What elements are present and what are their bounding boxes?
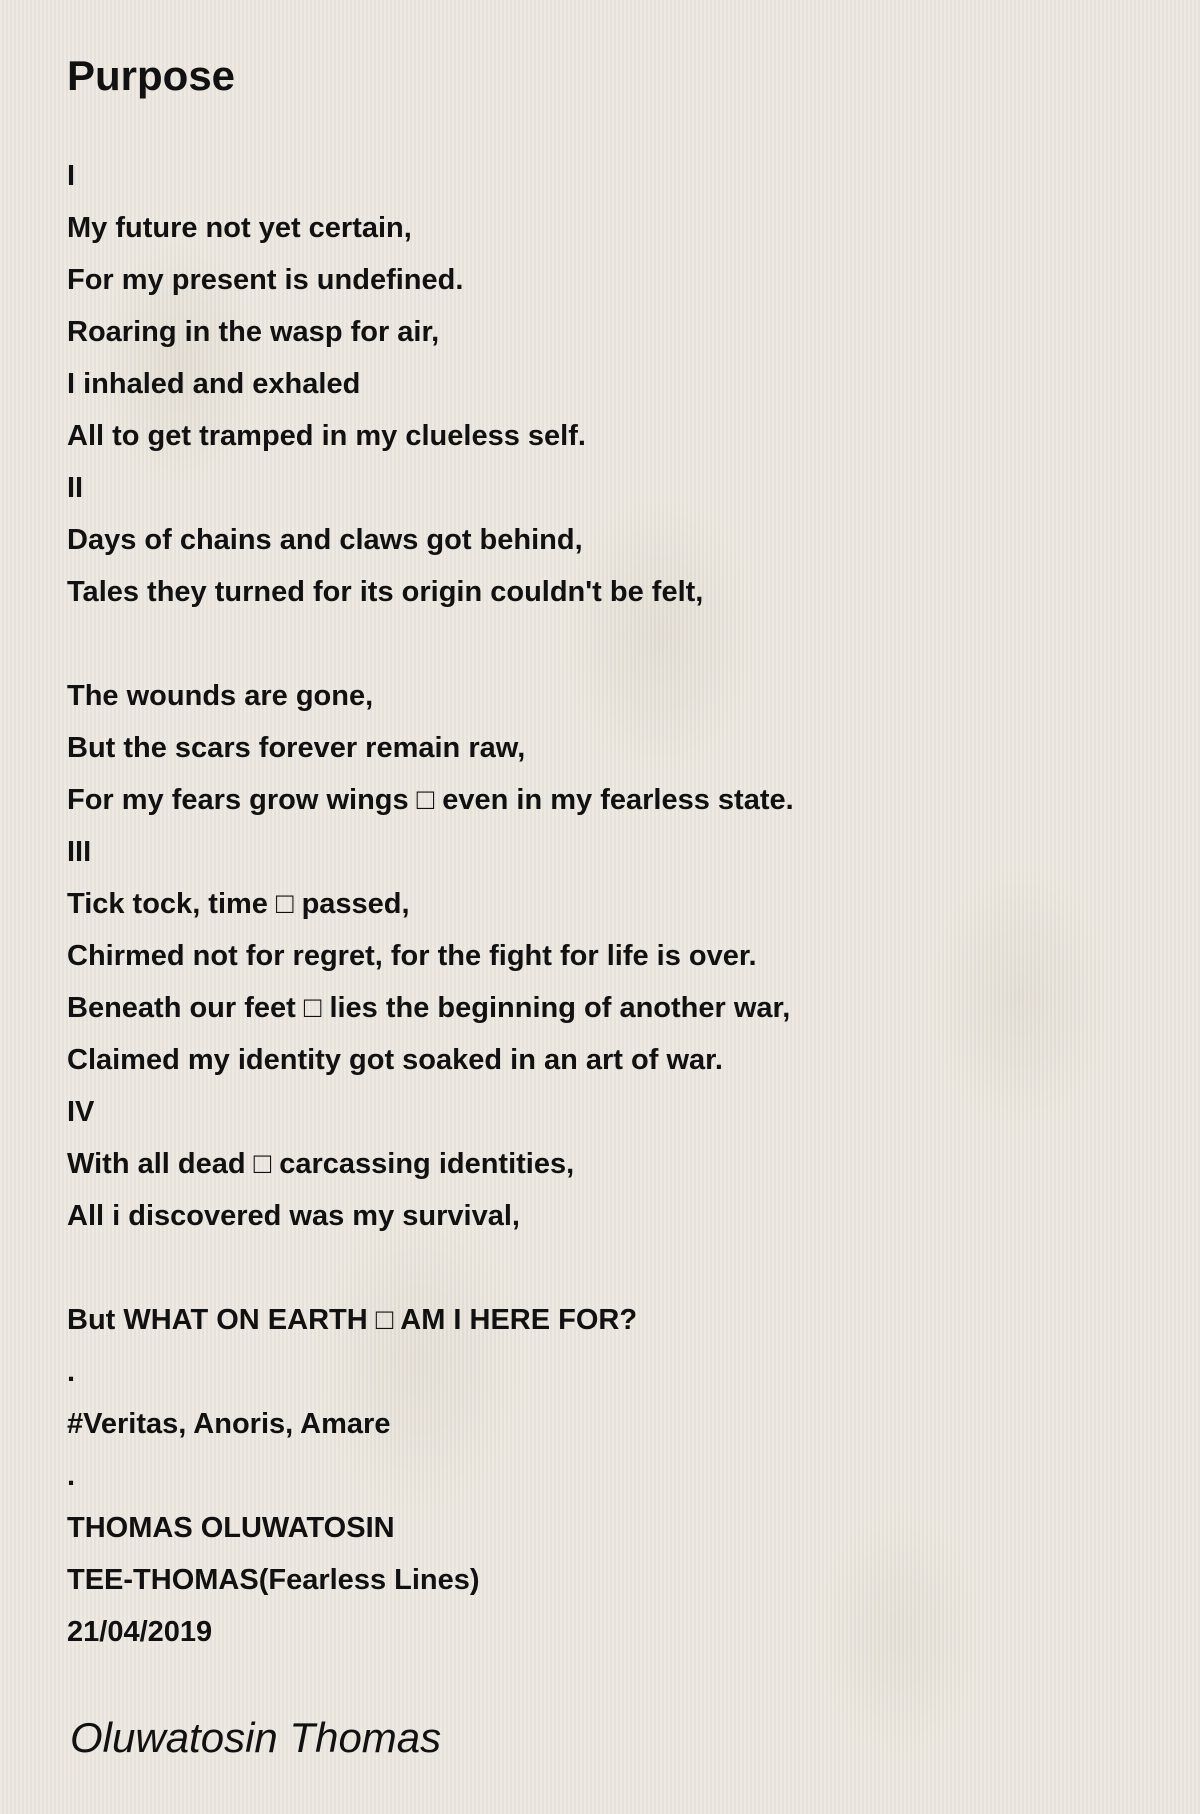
poem-body <box>67 150 1117 1658</box>
poem-line: Chirmed not for regret, for the fight for life is over. <box>67 940 757 972</box>
poem-line: 21/04/2019 <box>67 1616 213 1648</box>
poem-line: Days of chains and claws got behind, <box>67 524 583 556</box>
poem-line: For my fears grow wings □ even in my fearless state. <box>67 784 794 816</box>
poem-line: I inhaled and exhaled <box>67 368 361 400</box>
poem-line: #Veritas, Anoris, Amare <box>67 1408 391 1440</box>
poem-line: . <box>67 1460 76 1492</box>
poem-line: With all dead □ carcassing identities, <box>67 1148 575 1180</box>
poem-line: The wounds are gone, <box>67 680 374 712</box>
poem-author: Oluwatosin Thomas <box>70 1714 442 1761</box>
poem-line <box>67 1242 1117 1294</box>
poem-line: Claimed my identity got soaked in an art of war. <box>67 1044 723 1076</box>
poem-line: Roaring in the wasp for air, <box>67 316 440 348</box>
poem-line: My future not yet certain, <box>67 212 412 244</box>
poem-line: Tales they turned for its origin couldn't be felt, <box>67 576 704 608</box>
poem-line: TEE-THOMAS(Fearless Lines) <box>67 1564 480 1596</box>
poem-line: All i discovered was my survival, <box>67 1200 520 1232</box>
poem-line: Beneath our feet □ lies the beginning of another war, <box>67 992 791 1024</box>
poem-line: THOMAS OLUWATOSIN <box>67 1512 395 1544</box>
poem-title: Purpose <box>67 52 236 99</box>
poem-line: Tick tock, time □ passed, <box>67 888 410 920</box>
poem-line: But the scars forever remain raw, <box>67 732 526 764</box>
poem-line: I <box>67 160 76 192</box>
poem-line: . <box>67 1356 76 1388</box>
poem-line: For my present is undefined. <box>67 264 464 296</box>
poem-line: II <box>67 472 84 504</box>
poem-line: But WHAT ON EARTH □ AM I HERE FOR? <box>67 1304 638 1336</box>
poem-line <box>67 618 1117 670</box>
poem-line: III <box>67 836 92 868</box>
poem-line: IV <box>67 1096 95 1128</box>
poem-line: All to get tramped in my clueless self. <box>67 420 586 452</box>
